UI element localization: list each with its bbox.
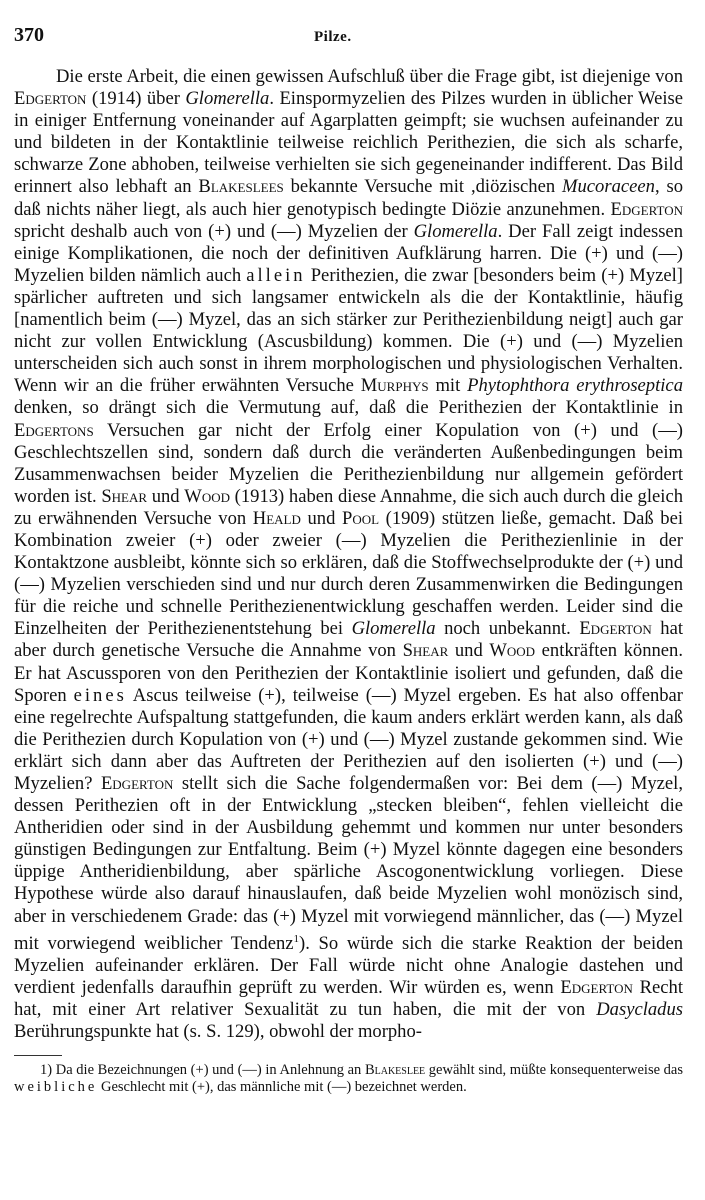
paragraph-run: mit bbox=[428, 375, 468, 397]
paragraph-run: bekannte Versuche mit ,diözischen bbox=[283, 176, 562, 198]
paragraph-run: Edgerton bbox=[14, 88, 87, 110]
paragraph-run: Phytophthora erythroseptica bbox=[467, 375, 683, 397]
paragraph-run: 1 bbox=[293, 932, 299, 945]
paragraph-run: Edgerton bbox=[100, 773, 174, 794]
paragraph-run: Edgertons bbox=[14, 419, 94, 441]
paragraph-run: Versuchen gar nicht der Erfolg einer Kopulation von (+) und (—) Geschlechtszellen sind, sondern daß durch die veränderten Außenbedingungen beim Zusammenwachsen beider Myzelien die Perithezienbildung nur allgemein gefördert worden ist. bbox=[14, 419, 683, 507]
paragraph-run: Shear bbox=[101, 485, 148, 507]
paragraph-run: Wood bbox=[184, 485, 230, 507]
paragraph-run: Glomerella bbox=[413, 220, 498, 242]
paragraph-run: . Einspormyzelien des Pilzes wurden in üblicher Weise in einiger Entfernung voneinander auf Agarplatten geimpft; sie wuchsen aufeinander zu und bildeten in der Kontaktlinie teilweise reichlich Perithezien, die sich als scharfe, schwarze Zone abhoben, teilweise verhielten sie sich gegeneinander indifferent. Das Bild erinnert also lebhaft an bbox=[14, 88, 683, 198]
paragraph-run: Recht hat, mit einer Art relativer Sexualität zu tun haben, die mit der von bbox=[14, 977, 683, 1021]
paragraph-run: stellt sich die Sache folgendermaßen vor: Bei dem (—) Myzel, dessen Perithezien oft in der Entwicklung „stecken bleiben“, fehlen vielleicht die Antheridien oder sind in der Ausbildung gehemmt und kommen nur unter besonders günstigen Bedingungen zur Entfaltung. Beim (+) Myzel könnte dagegen eine besonders üppige Antheridienbildung, aber spärliche Ascogonentwicklung vorliegen. Diese Hypothese würde also darauf hinauslaufen, daß beide Myzelien wohl monözisch sind, aber in verschiedenem Grade: das (+) Myzel mit vorwiegend männlicher, das (—) Myzel mit vorwiegend weiblicher Tendenz bbox=[14, 773, 683, 954]
paragraph-run: und bbox=[147, 485, 185, 507]
paragraph-run: (1914) über bbox=[86, 88, 186, 110]
paragraph-run: (1909) stützen ließe, gemacht. Daß bei Kombination zweier (+) oder zweier (—) Myzelien die Perithezienlinie in der Kontaktzone ausbleibt, könnte sich so erklären, daß die Stoffwechselprodukte der (+) und (—) Myzelien verschieden sind und nur durch deren Zusammenwirken die Bedingungen für die reiche und schnelle Perithezienentwicklung geschaffen werden. Leider sind die Einzelheiten der Perithezienentstehung bei bbox=[14, 507, 684, 640]
paragraph-run: Mucoraceen bbox=[562, 176, 655, 198]
paragraph-run: Pool bbox=[341, 507, 380, 529]
footnote bbox=[14, 1062, 683, 1096]
paragraph-run: Die erste Arbeit, die einen gewissen Aufschluß über die Frage gibt, ist diejenige von bbox=[56, 66, 683, 87]
footnote-run: Geschlecht mit (+), das männliche mit (—) bezeichnet werden. bbox=[97, 1079, 467, 1096]
paragraph-run: Glomerella bbox=[185, 88, 270, 110]
paragraph-run: , so daß nichts näher liegt, als auch hier genotypisch bedingte Diözie anzunehmen. bbox=[14, 176, 683, 220]
footnote-run: Blakeslee bbox=[364, 1062, 426, 1079]
paragraph-run: eines bbox=[73, 684, 127, 706]
paragraph-run: Wood bbox=[489, 640, 536, 662]
footnote-run: 1) Da die Bezeichnungen (+) und (—) in Anlehnung an bbox=[40, 1062, 365, 1079]
paragraph-run: Heald bbox=[252, 507, 301, 529]
footnote-divider bbox=[14, 1055, 62, 1056]
paragraph-run: Berührungspunkte hat (s. S. 129), obwohl der morpho- bbox=[14, 1021, 422, 1043]
page-header bbox=[14, 24, 683, 54]
paragraph-run: Perithezien, die zwar [besonders beim (+) Myzel] spärlicher auftreten und sich langsamer entwickeln als die der Kontaktlinie, häufig [namentlich beim (—) Myzel, das an sich stärker zur Perithezienbildung neigt] auch gar nicht zur vollen Entwicklung (Ascusbildung) kommen. Die (+) und (—) Myzelien unterscheiden sich auch sonst in ihrem morphologischen und physiologischen Verhalten. Wenn wir an die früher erwähnten Versuche bbox=[14, 264, 683, 397]
paragraph-run: hat aber durch genetische Versuche die Annahme von bbox=[14, 618, 683, 662]
paragraph-run: allein bbox=[246, 264, 306, 286]
footnote-run: weibliche bbox=[14, 1079, 98, 1096]
footnote-run: gewählt sind, müßte konsequenterweise das bbox=[425, 1062, 684, 1079]
paragraph-run: (1913) haben diese Annahme, die sich auch durch die gleich zu erwähnenden Versuche von bbox=[14, 485, 683, 529]
paragraph-run: Edgerton bbox=[560, 977, 633, 999]
paragraph-run: Ascus teilweise (+), teilweise (—) Myzel ergeben. Es hat also offenbar eine regelrechte Aufspaltung stattgefunden, die kaum anders erklärt werden kann, als daß die Perithezien durch Kopulation von (+) und (—) Myzel zustande gekommen sind. Wie erklärt sich dann aber das Auftreten der Perithezien auf den isolierten (+) und (—) Myzelien? bbox=[14, 684, 683, 794]
paragraph-run: Edgerton bbox=[610, 198, 683, 220]
paragraph-run: Edgerton bbox=[579, 618, 652, 640]
paragraph-run: denken, so drängt sich die Vermutung auf, daß die Perithezien der Kontaktlinie in bbox=[14, 397, 683, 419]
paragraph-run: noch unbekannt. bbox=[435, 618, 580, 640]
paragraph-run: und bbox=[448, 640, 490, 662]
paragraph-run: spricht deshalb auch von (+) und (—) Myzelien der bbox=[14, 220, 414, 242]
running-title: Pilze. bbox=[314, 29, 352, 45]
paragraph-run: Shear bbox=[402, 640, 449, 662]
paragraph-run: Murphys bbox=[360, 375, 429, 397]
paragraph-run: ). So würde sich die starke Reaktion der beiden Myzelien aufeinander erklären. Der Fall würde nicht ohne Analogie dastehen und verdient jedenfalls daraufhin geprüft zu werden. Wir würden es, wenn bbox=[14, 932, 683, 999]
page-number: 370 bbox=[14, 24, 44, 46]
paragraph-run: und bbox=[300, 507, 342, 529]
paragraph-run: entkräften können. Er hat Ascussporen von den Perithezien der Kontaktlinie isoliert und gefunden, daß die Sporen bbox=[14, 640, 683, 706]
paragraph-run: Dasycladus bbox=[596, 999, 683, 1021]
body-paragraph bbox=[14, 66, 683, 1043]
paragraph-run: Glomerella bbox=[351, 618, 436, 640]
paragraph-run: Blakeslees bbox=[198, 176, 284, 198]
paragraph-run: . Der Fall zeigt indessen einige Komplikationen, die noch der definitiven Aufklärung harren. Die (+) und (—) Myzelien bilden nämlich auch bbox=[14, 220, 683, 286]
